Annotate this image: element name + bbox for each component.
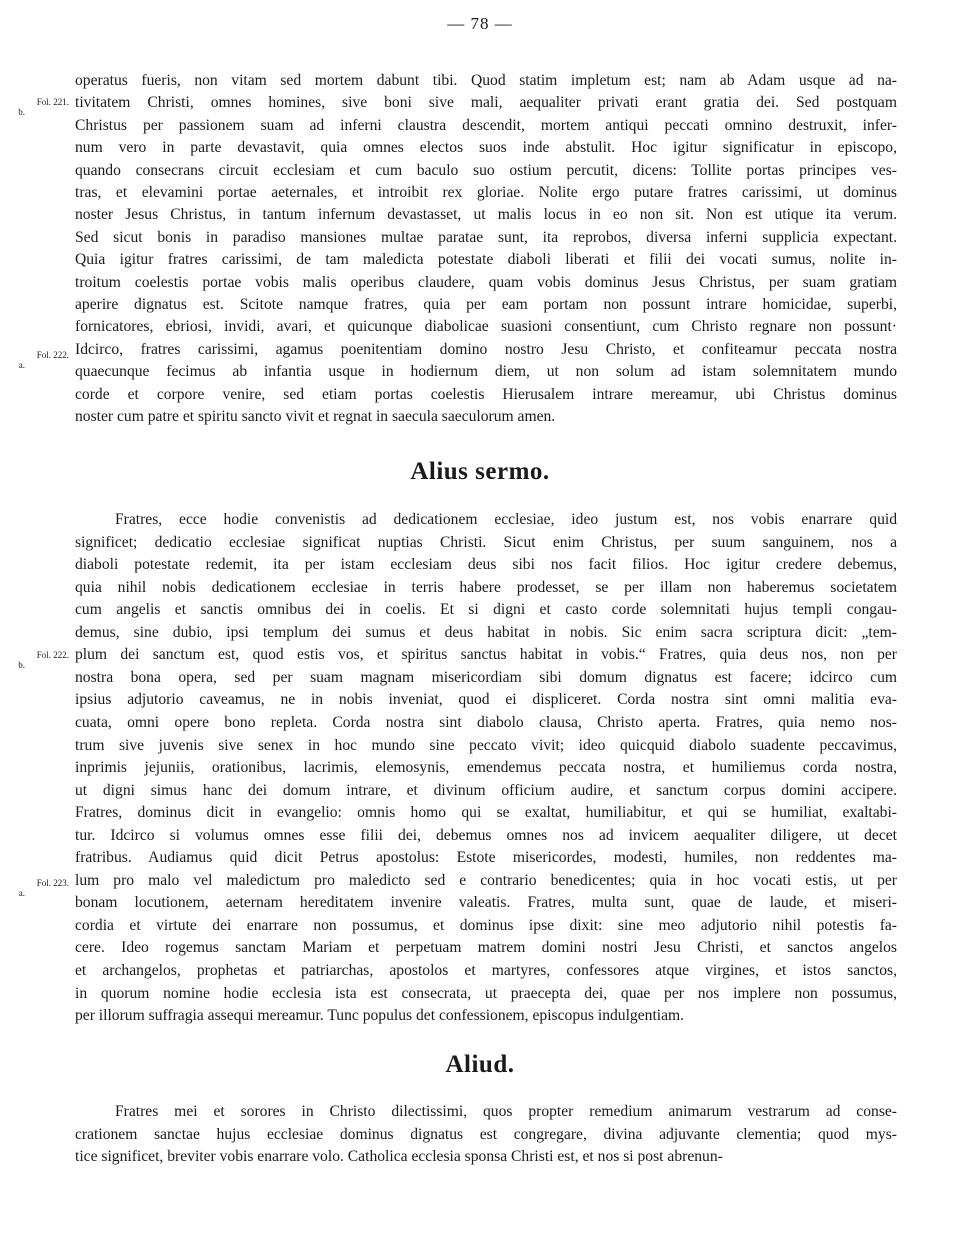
page-number: — 78 — xyxy=(447,14,513,33)
margin-note-folio xyxy=(3,878,69,898)
margin-note-folio xyxy=(3,350,69,370)
text-line: in quorum nomine hodie ecclesia ista est consecrata, ut praecepta dei, quae per nos implere non possumus, xyxy=(75,984,897,1002)
margin-note-sub: b. xyxy=(18,107,25,117)
margin-note-folio xyxy=(3,650,69,670)
text-line: fratribus. Audiamus quid dicit Petrus apostolus: Estote misericordes, modesti, humiles, non reddentes ma- xyxy=(75,849,897,867)
text-line: Christus per passionem suam ad inferni claustra descendit, mortem antiqui peccati omnino destruxit, infer- xyxy=(75,116,897,134)
text-line: quia nihil nobis dedicationem ecclesiae in terris habere prodesset, se per illam non haberemus societatem xyxy=(75,578,897,596)
text-line: demus, sine dubio, ipsi templum dei sumus et deus habitat in nobis. Sic enim sacra scriptura dicit: „tem- xyxy=(75,623,897,641)
text-line: aperire dignatus est. Scitote namque fratres, quia per eam portam non possunt intrare homicidae, superbi, xyxy=(75,296,897,313)
text-line: operatus fueris, non vitam sed mortem dabunt tibi. Quod statim impletum est; nam ab Adam usque ad na- xyxy=(75,72,897,89)
text-line: Fratres, ecce hodie convenistis ad dedicationem ecclesiae, ideo justum est, nos vobis enarrare quid xyxy=(115,511,897,528)
text-line: Sed sicut bonis in paradiso mansiones multae paratae sunt, ita reprobos, diversa inferni supplicia expectant. xyxy=(75,228,897,246)
section-heading-aliud: Aliud. xyxy=(445,1051,515,1078)
margin-note-label: Fol. 222. xyxy=(36,650,69,660)
text-line: ut digni simus hanc dei domum intrare, et divinum officium audire, et sanctum corpus domini accipere. xyxy=(75,781,897,799)
text-line: nostra bona opera, sed per suam magnam misericordiam sibi domum dignatus est facere; idcirco cum xyxy=(75,668,897,686)
text-line: tivitatem Christi, omnes homines, sive boni sive mali, aequaliter privati erant gratia dei. Sed postquam xyxy=(75,94,897,112)
text-line: cere. Ideo rogemus sanctam Mariam et perpetuam matrem domini nostri Jesu Christi, et sanctos angelos xyxy=(75,939,897,957)
margin-note-label: Fol. 221. xyxy=(36,97,69,107)
text-line: cordia et virtute dei enarrare non possumus, et dominus ipse dixit: sine meo adjutorio nihil potestis fa- xyxy=(75,916,897,934)
text-line: trum sive juvenis sive senex in hoc mundo sine peccato vivit; ideo quicquid diabolo suadente peccavimus, xyxy=(75,736,897,754)
text-line: bonam locutionem, aeternam hereditatem invenire valeatis. Fratres, multa sunt, quae de laude, et miseri- xyxy=(75,894,897,912)
text-line: fornicatores, ebriosi, invidi, avari, et quicunque diabolicae suasioni consentiunt, cum Christo regnare non possunt· xyxy=(75,318,897,336)
text-line: tur. Idcirco si volumus omnes esse filii dei, debemus omnes nos ad invicem aequaliter diligere, ut decet xyxy=(75,826,897,844)
text-line: per illorum suffragia assequi mereamur. Tunc populus det confessionem, episcopus indulgentiam. xyxy=(75,1007,685,1025)
text-line: lum pro malo vel maledictum pro maledicto sed e contrario benedicentes; quia in hoc vocati estis, ut per xyxy=(75,871,897,889)
margin-note-sub: a. xyxy=(18,888,25,898)
text-line: quaecunque fecimus ab infantia usque in hodiernum diem, ut non solum ad istam solemnitatem mundo xyxy=(75,363,897,381)
margin-note-label: Fol. 222. xyxy=(36,350,69,360)
text-line: tras, et elevamini portae aeternales, et introibit rex gloriae. Nolite ergo putare fratres carissimi, ut dominus xyxy=(75,184,897,201)
text-line: tice significet, breviter vobis enarrare volo. Catholica ecclesia sponsa Christi est, et nos si post abrenun- xyxy=(75,1148,723,1165)
margin-note-label: Fol. 223. xyxy=(36,878,69,888)
text-line: noster Jesus Christus, in tantum infernum devastasset, ut malis locus in eo non sit. Non est utique ita verum. xyxy=(75,206,897,224)
text-line: inprimis jejuniis, orationibus, lacrimis, elemosynis, emendemus peccata nostra, et humiliemus corda nostra, xyxy=(75,759,897,777)
text-line: plum dei sanctum est, quod estis vos, et spiritus sanctus habitat in vobis.“ Fratres, quia deus nos, non per xyxy=(75,646,897,664)
text-line: troitum coelestis portae vobis malis operibus claudere, quam vobis dominus Jesus Christus, per suam gratiam xyxy=(75,273,897,291)
text-line: crationem sanctae hujus ecclesiae dominus dignatus est congregare, divina adjuvante clementia; quod mys- xyxy=(75,1125,897,1143)
text-line: et archangelos, prophetas et patriarchas, apostolos et martyres, confessores atque virgines, et istos sanctos, xyxy=(75,962,897,979)
text-line: corde et corpore venire, sed etiam portas coelestis Hierusalem intrare mereamur, ubi Christus dominus xyxy=(75,385,897,403)
text-line: significet; dedicatio ecclesiae significat nuptias Christi. Sicut enim Christus, per suum sanguinem, nos a xyxy=(75,533,897,551)
text-line: Fratres mei et sorores in Christo dilectissimi, quos propter remedium animarum vestrarum ad conse- xyxy=(115,1103,897,1120)
text-line: noster cum patre et spiritu sancto vivit et regnat in saecula saeculorum amen. xyxy=(75,408,556,425)
text-line: ipsius adjutorio caveamus, ne in nobis inveniat, quod ei displiceret. Corda nostra sint omni malitia eva- xyxy=(75,691,897,709)
text-line: diaboli potestate redemit, ita per istam ecclesiam deus sibi nos facit filios. Hoc igitur credere debemus, xyxy=(75,556,897,574)
text-line: Quia igitur fratres carissimi, de tam maledicta potestate diaboli liberati et filii dei vocati sumus, nolite in- xyxy=(75,251,897,269)
text-line: Fratres, dominus dicit in evangelio: omnis homo qui se exaltat, humiliabitur, et qui se humiliat, exaltabi- xyxy=(75,804,897,822)
text-line: Idcirco, fratres carissimi, agamus poenitentiam domino nostro Jesu Christo, et confiteamur peccata nostra xyxy=(75,340,897,358)
text-line: num vero in parte devastavit, quia omnes electos suos inde abstulit. Hoc igitur significatur in episcopo, xyxy=(75,139,897,157)
margin-note-sub: a. xyxy=(18,360,25,370)
margin-note-folio xyxy=(3,97,69,117)
text-line: quando consecrans circuit ecclesiam et cum baculo suo ostium percutit, dicens: Tollite portas principes ves- xyxy=(75,161,897,179)
text-line: cum angelis et sanctis omnibus dei in coelis. Et si digni et casto corde solemnitati hujus templi congau- xyxy=(75,601,897,619)
text-line: cuata, omni opere bono repleta. Corda nostra sint diabolo clausa, Christo aperta. Fratres, quia nemo nos- xyxy=(75,713,897,731)
section-heading-alius-sermo: Alius sermo. xyxy=(410,458,550,485)
margin-note-sub: b. xyxy=(18,660,25,670)
